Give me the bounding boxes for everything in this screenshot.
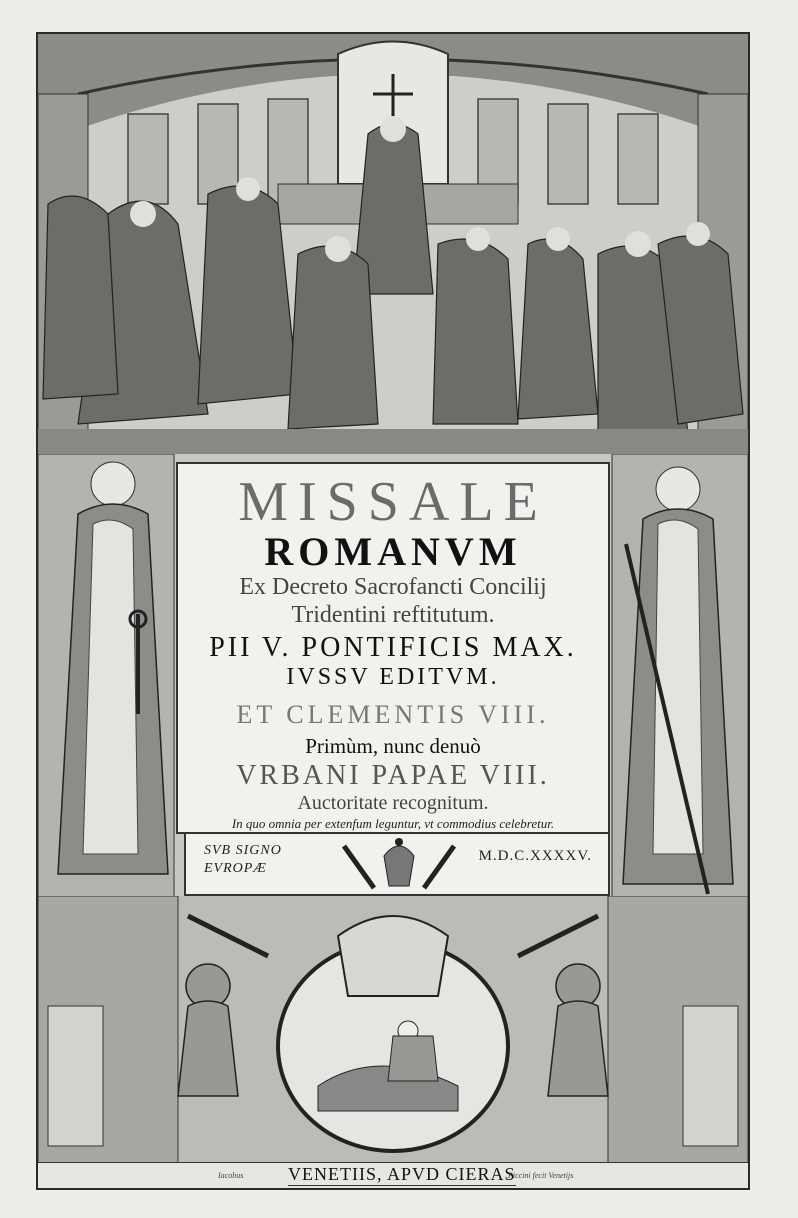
mass-scene-engraving [38,34,748,454]
pius-line: PII V. PONTIFICIS MAX. [209,632,577,663]
title-panel [176,462,610,834]
title-romanum: ROMANVM [264,529,522,574]
papal-tiara-keys-emblem [334,836,464,894]
primum-line: Primùm, nunc denuò [305,734,481,758]
urban-line: VRBANI PAPAE VIII. [236,760,550,791]
in-quo-line: In quo omnia per extenfum leguntur, vt commodius celebretur. [231,816,555,831]
publication-year: M.D.C.XXXXV. [478,848,592,864]
printer-sign: SVB SIGNO EVROPÆ [204,843,282,876]
tridentine-line: Tridentini reftitutum. [291,602,495,628]
imprint-box [184,834,610,896]
clement-line: ET CLEMENTIS VIII. [236,700,550,729]
iussu-line: IVSSV EDITVM. [286,664,500,690]
place-of-publication: VENETIIS, APVD CIERAS [288,1164,516,1184]
auctoritate-line: Auctoritate recognitum. [297,792,489,814]
engraver-signature-left: Iacobus [218,1171,244,1180]
decree-line: Ex Decreto Sacrofancti Concilij [239,574,547,600]
title-missale: MISSALE [238,471,548,533]
europa-cartouche-engraving [38,896,748,1164]
footer-imprint-bar [38,1162,748,1189]
engraver-signature-right: Piccini fecit Venetijs [508,1171,574,1180]
engraved-plate [36,32,750,1190]
